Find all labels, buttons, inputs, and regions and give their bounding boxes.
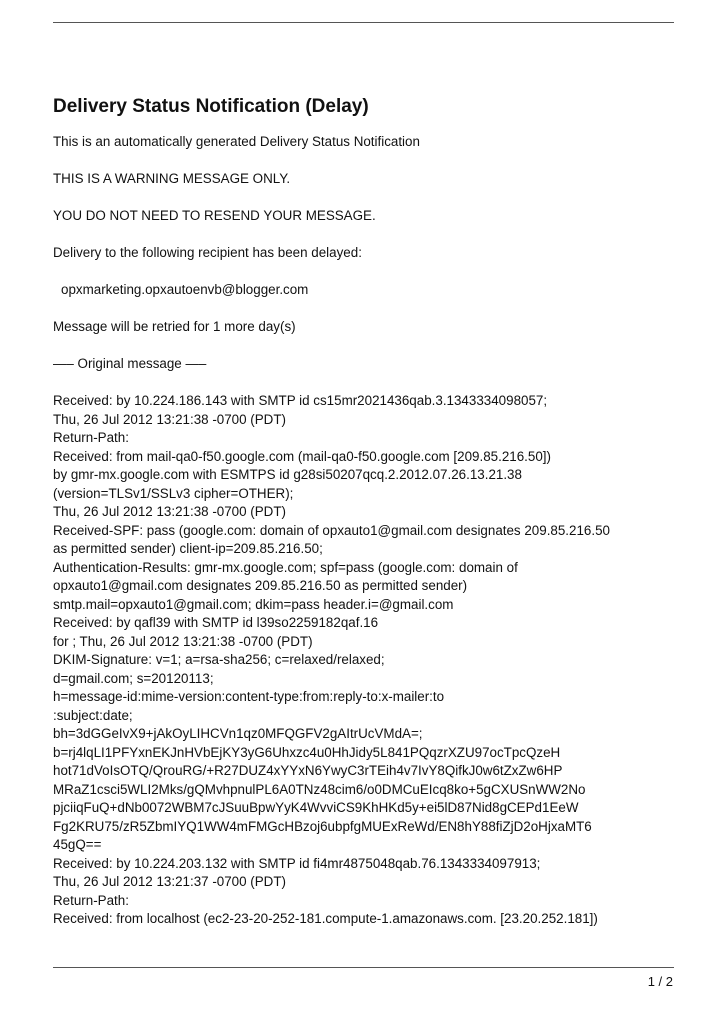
footer-rule	[53, 967, 674, 968]
header-line: Thu, 26 Jul 2012 13:21:37 -0700 (PDT)	[53, 874, 286, 889]
header-line: Authentication-Results: gmr-mx.google.com; spf=pass (google.com: domain of	[53, 559, 518, 575]
header-line: bh=3dGGeIvX9+jAkOyLIHCVn1qz0MFQGFV2gAItrUcVMdA=;	[53, 726, 423, 741]
header-line: d=gmail.com; s=20120113;	[53, 670, 214, 686]
header-line: MRaZ1csci5WLI2Mks/gQMvhpnulPL6A0TNz48cim6/o0DMCuEIcq8ko+5gCXUSnWW2No	[53, 781, 586, 797]
header-line: Thu, 26 Jul 2012 13:21:38 -0700 (PDT)	[53, 504, 286, 519]
document-title: Delivery Status Notification (Delay)	[53, 96, 369, 117]
intro-paragraph: This is an automatically generated Delivery Status Notification	[53, 134, 420, 149]
no-resend-paragraph: YOU DO NOT NEED TO RESEND YOUR MESSAGE.	[53, 208, 376, 223]
message-headers	[53, 392, 678, 929]
header-line: pjciiqFuQ+dNb0072WBM7cJSuuBpwYyK4WvviCS9KhHKd5y+ei5lD87Nid8gCEPd1EeW	[53, 800, 579, 815]
header-line: by gmr-mx.google.com with ESMTPS id g28si50207qcq.2.2012.07.26.13.21.38	[53, 467, 522, 482]
header-line: Received: by qafl39 with SMTP id l39so2259182qaf.16	[53, 615, 379, 630]
header-line: h=message-id:mime-version:content-type:from:reply-to:x-mailer:to	[53, 689, 445, 704]
header-line: Received: from localhost (ec2-23-20-252-181.compute-1.amazonaws.com. [23.20.252.181])	[53, 911, 598, 926]
header-line: opxauto1@gmail.com designates 209.85.216.50 as permitted sender)	[53, 578, 468, 593]
header-line: b=rj4lqLI1PFYxnEKJnHVbEjKY3yG6Uhxzc4u0HhJidy5L841PQqzrXZU97ocTpcQzeH	[53, 744, 561, 760]
retry-paragraph: Message will be retried for 1 more day(s)	[53, 319, 296, 334]
header-line: :subject:date;	[53, 707, 133, 723]
header-line: Received: from mail-qa0-f50.google.com (mail-qa0-f50.google.com [209.85.216.50])	[53, 448, 551, 464]
header-line: Return-Path:	[53, 430, 129, 445]
header-line: 45gQ==	[53, 837, 102, 852]
header-line: Thu, 26 Jul 2012 13:21:38 -0700 (PDT)	[53, 411, 286, 427]
original-message-divider: —– Original message —–	[53, 356, 207, 371]
header-line: Fg2KRU75/zR5ZbmIYQ1WW4mFMGcHBzoj6ubpfgMUExReWd/EN8hY88fiZjD2oHjxaMT6	[53, 818, 592, 834]
header-line: Received: by 10.224.203.132 with SMTP id fi4mr4875048qab.76.1343334097913;	[53, 855, 541, 871]
warning-paragraph: THIS IS A WARNING MESSAGE ONLY.	[53, 171, 291, 186]
header-line: Received-SPF: pass (google.com: domain of opxauto1@gmail.com designates 209.85.216.50	[53, 522, 610, 538]
header-rule	[53, 22, 674, 23]
delay-paragraph: Delivery to the following recipient has been delayed:	[53, 245, 362, 260]
header-line: for ; Thu, 26 Jul 2012 13:21:38 -0700 (PDT)	[53, 633, 313, 649]
header-line: (version=TLSv1/SSLv3 cipher=OTHER);	[53, 485, 294, 501]
header-line: DKIM-Signature: v=1; a=rsa-sha256; c=relaxed/relaxed;	[53, 652, 385, 667]
page-number: 1 / 2	[647, 974, 673, 989]
header-line: Received: by 10.224.186.143 with SMTP id cs15mr2021436qab.3.1343334098057;	[53, 393, 548, 408]
recipient-address: opxmarketing.opxautoenvb@blogger.com	[61, 282, 309, 297]
header-line: as permitted sender) client-ip=209.85.216.50;	[53, 541, 323, 556]
header-line: smtp.mail=opxauto1@gmail.com; dkim=pass header.i=@gmail.com	[53, 596, 454, 612]
document-body	[53, 94, 678, 929]
header-line: Return-Path:	[53, 892, 129, 908]
header-line: hot71dVoIsOTQ/QrouRG/+R27DUZ4xYYxN6YwyC3rTEih4v7IvY8QifkJ0w6tZxZw6HP	[53, 763, 563, 778]
